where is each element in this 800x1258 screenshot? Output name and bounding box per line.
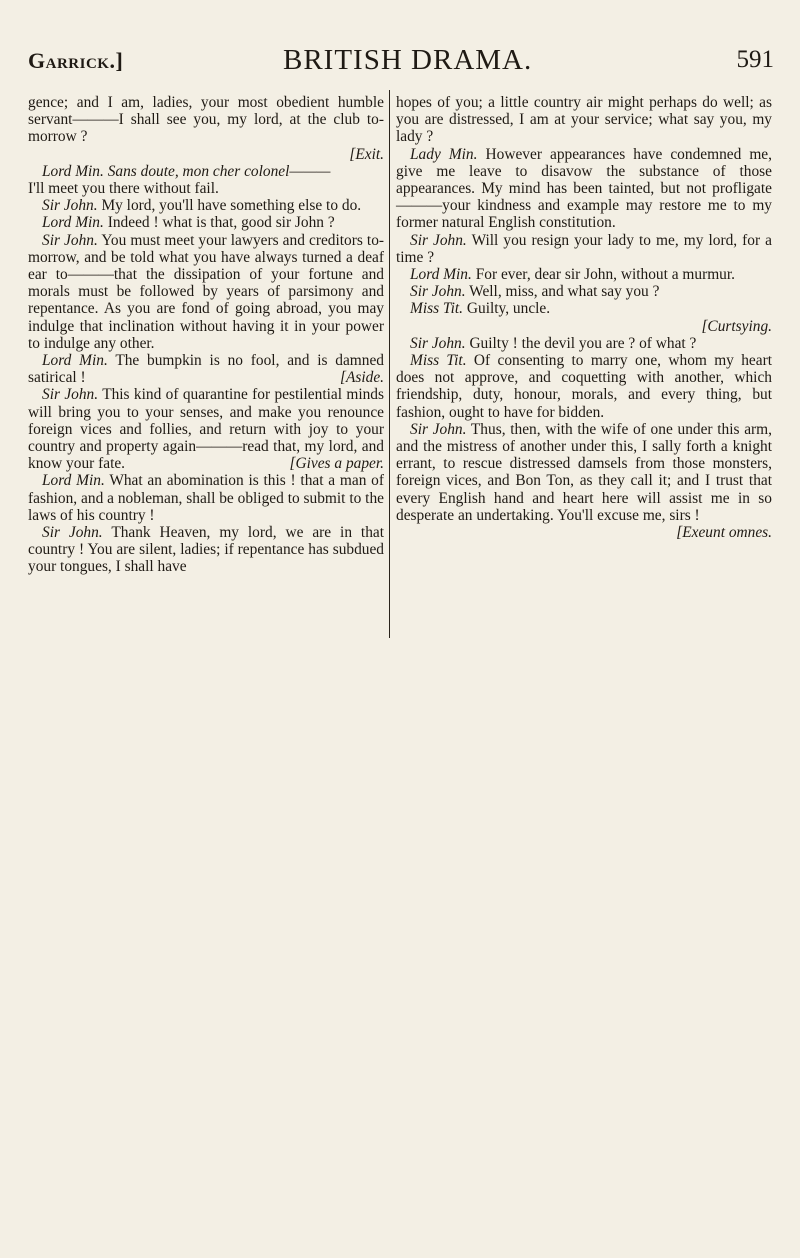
speech-text: Of consenting to marry one, whom my heart does not approve, and coquetting with another, which friendship, duty, honour, morals, and every thing, but fashion, ought to have for bidden.	[396, 352, 772, 421]
column-divider	[389, 90, 390, 638]
speaker-name: Lord Min.	[42, 214, 104, 232]
speech	[396, 421, 772, 524]
speaker-name: Sir John.	[410, 420, 467, 438]
speech	[28, 163, 384, 180]
speech	[28, 232, 384, 352]
speech	[396, 300, 772, 317]
speech-text: What an abomination is this ! that a man of fashion, and a nobleman, shall be obliged to submit to the laws of his country !	[28, 472, 385, 524]
speaker-name: Lord Min.	[42, 352, 108, 370]
speech	[28, 472, 384, 524]
speaker-name: Lord Min.	[42, 162, 104, 180]
speech	[28, 524, 384, 576]
speaker-name: Lord Min.	[410, 266, 472, 284]
speaker-name: Lord Min.	[42, 472, 105, 490]
speaker-name: Sir John.	[42, 197, 98, 215]
speech	[28, 386, 384, 472]
speech-text: Well, miss, and what say you ?	[469, 283, 660, 301]
speaker-name: Sir John.	[42, 231, 98, 249]
speech-text: This kind of quarantine for pestilential minds will bring you to your senses, and make you renounce foreign vices and follies, and return with joy to your country and property again———read that, my lord, and know your fate.	[28, 386, 384, 473]
stage-direction: [Gives a paper.	[289, 455, 384, 473]
speaker-name: Miss Tit.	[410, 352, 467, 370]
speaker-name: Lady Min.	[410, 145, 478, 163]
speech	[396, 283, 772, 300]
speech	[396, 146, 772, 232]
page-header	[28, 44, 774, 84]
speech-text: The bumpkin is no fool, and is damned satirical !	[28, 352, 384, 387]
paragraph-text: gence; and I am, ladies, your most obedient humble servant———I shall see you, my lord, at the club to-morrow ?	[28, 94, 384, 146]
speaker-name: Miss Tit.	[410, 300, 464, 318]
speech	[396, 232, 772, 266]
speech	[396, 266, 772, 283]
speech-text: You must meet your lawyers and creditors to-morrow, and be told what you have always turned a deaf ear to———that the dissipation of your fortune and morals must be followed by years of parsimony and repentance. As you are fond of going abroad, you may indulge that inclination without having it in your power to indulge any other.	[28, 231, 385, 352]
text-paragraph	[396, 94, 772, 146]
speech-text: Indeed ! what is that, good sir John ?	[107, 214, 335, 232]
speech-text: However appearances have condemned me, give me leave to disavow the substance of those appearances. My mind has been tainted, but not profligate———your kindness and example may restore me to my former natural English constitution.	[396, 145, 772, 232]
speaker-name: Sir John.	[410, 231, 467, 249]
left-column	[28, 94, 384, 576]
speaker-name: Sir John.	[410, 283, 466, 301]
right-column	[396, 94, 772, 541]
speech-text: Thus, then, with the wife of one under this arm, and the mistress of another under this, I sally forth a knight errant, to rescue distressed damsels from those monsters, foreign vices, and Bon Ton, as they call it; and I trust that every English hand and heart here will assist me in so desperate an undertaking. You'll excuse me, sirs !	[396, 420, 772, 524]
text-paragraph	[28, 94, 384, 146]
speech-text: For ever, dear sir John, without a murmur.	[475, 266, 735, 284]
speech-text: Guilty, uncle.	[466, 300, 551, 318]
stage-direction-text: [Exit.	[349, 145, 384, 163]
stage-direction	[396, 318, 772, 335]
stage-direction	[396, 524, 772, 541]
speaker-name: Sir John.	[410, 334, 466, 352]
speech-text: Sans doute, mon cher colonel———	[107, 162, 331, 180]
speaker-name: Sir John.	[42, 386, 99, 404]
stage-direction-text: [Curtsying.	[701, 317, 772, 335]
stage-direction	[28, 146, 384, 163]
stage-direction: [Aside.	[339, 369, 384, 387]
stage-direction-text: [Exeunt omnes.	[676, 524, 772, 542]
speech-text: Will you resign your lady to me, my lord, for a time ?	[396, 231, 773, 266]
running-head-left: Garrick.]	[28, 48, 124, 73]
paragraph-text: I'll meet you there without fail.	[28, 180, 219, 198]
speech	[396, 352, 772, 421]
speech	[28, 352, 384, 386]
speech	[28, 214, 384, 231]
speech-text: Thank Heaven, my lord, we are in that country ! You are silent, ladies; if repentance has subdued your tongues, I shall have	[28, 524, 385, 576]
speech	[28, 197, 384, 214]
speech	[396, 335, 772, 352]
page-number: 591	[736, 46, 774, 73]
speech-text: Guilty ! the devil you are ? of what ?	[469, 334, 697, 352]
speech-text: My lord, you'll have something else to do.	[101, 197, 362, 215]
paragraph-text: hopes of you; a little country air might perhaps do well; as you are distressed, I am at your service; what say you, my lady ?	[396, 94, 772, 146]
speaker-name: Sir John.	[42, 524, 103, 542]
running-head-title: BRITISH DRAMA.	[283, 44, 533, 76]
text-paragraph	[28, 180, 384, 197]
